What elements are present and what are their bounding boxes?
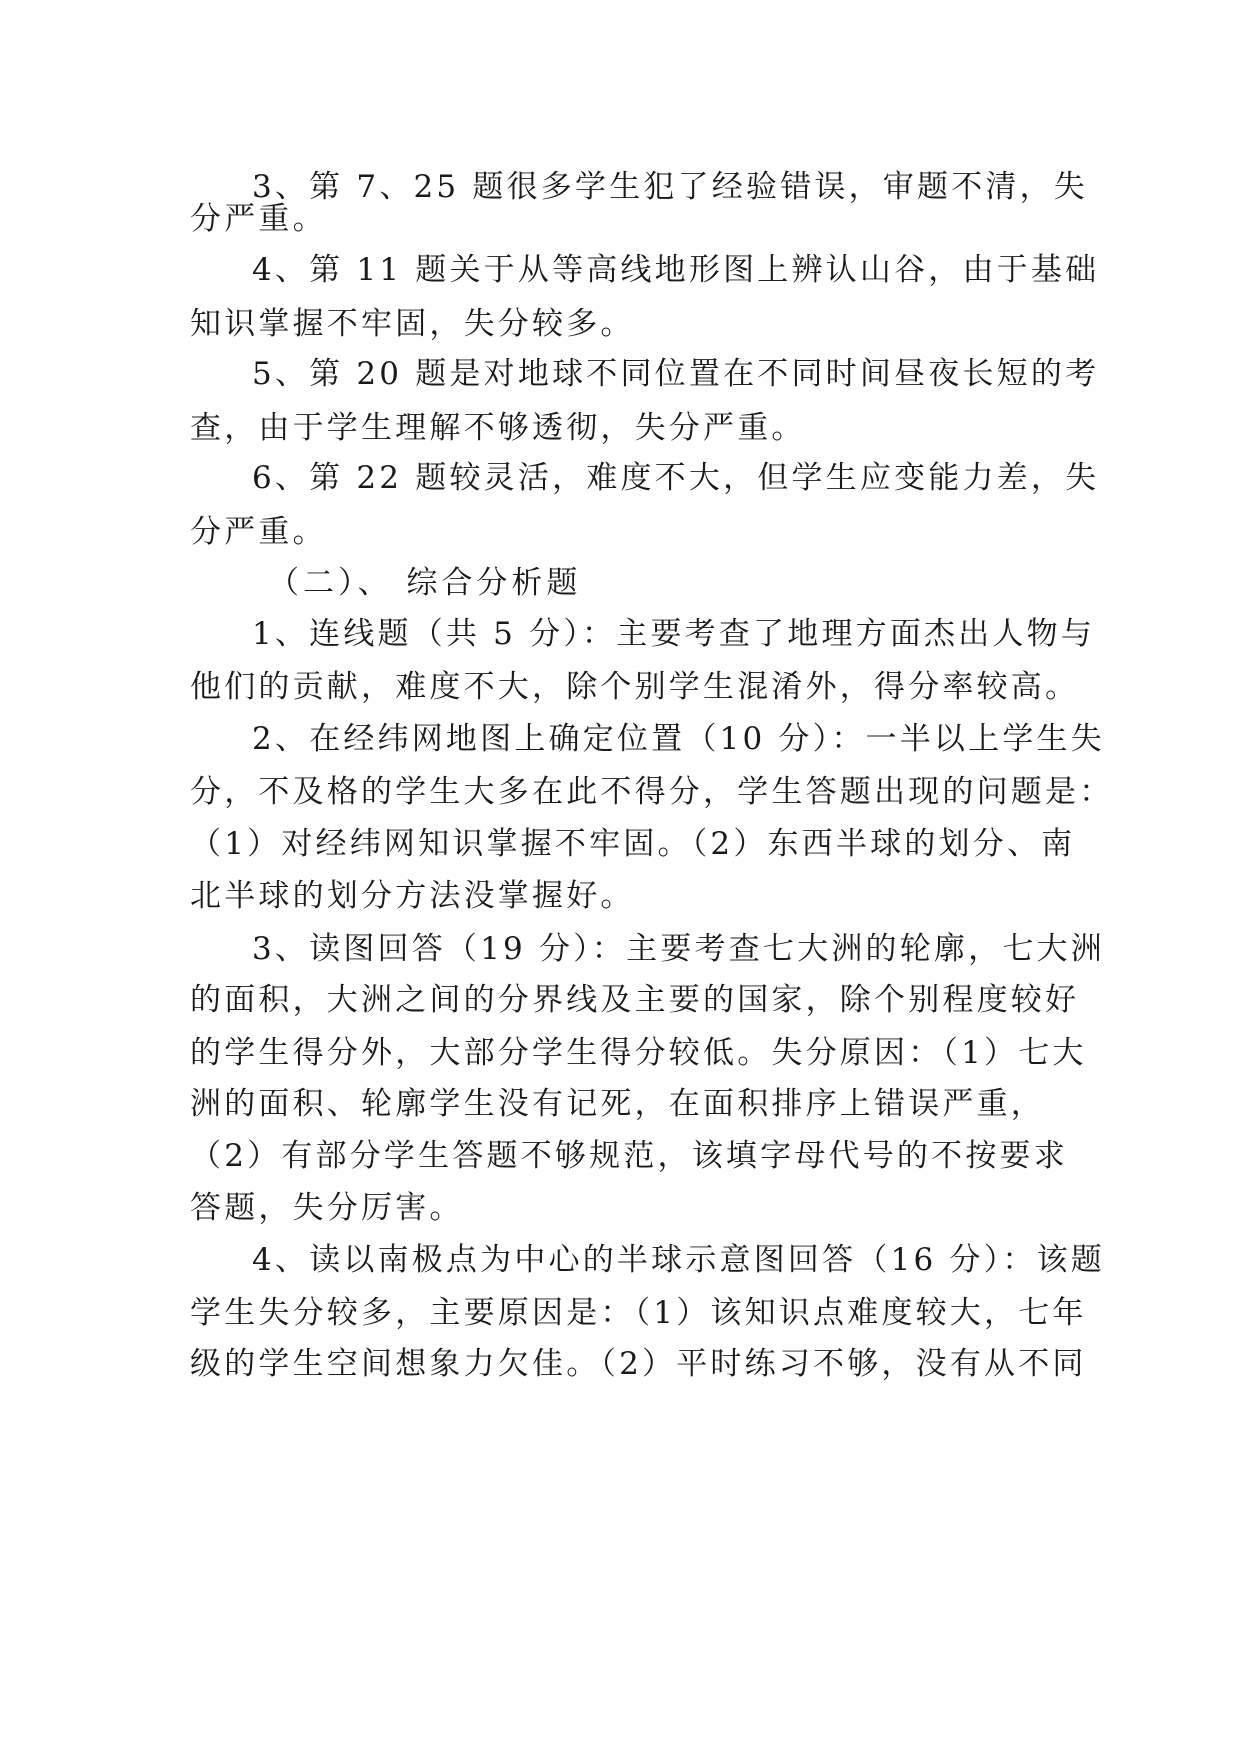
text-line: （2）有部分学生答题不够规范，该填字母代号的不按要求	[190, 1138, 1068, 1174]
text-line: 他们的贡献，难度不大，除个别学生混淆外，得分率较高。	[190, 669, 1080, 705]
text-line: 分严重。	[190, 514, 327, 550]
text-line: 学生失分较多，主要原因是：（1）该知识点难度较大，七年	[190, 1295, 1087, 1331]
text-line: 的学生得分外，大部分学生得分较低。失分原因：（1）七大	[190, 1035, 1087, 1071]
text-line: （1）对经纬网知识掌握不牢固。（2）东西半球的划分、南	[190, 826, 1076, 862]
text-line: 5、第 20 题是对地球不同位置在不同时间昼夜长短的考	[252, 356, 1100, 392]
text-line: 4、第 11 题关于从等高线地形图上辨认山谷，由于基础	[252, 252, 1100, 288]
text-line: 3、第 7、25 题很多学生犯了经验错误，审题不清，失	[252, 169, 1088, 205]
text-line: 4、读以南极点为中心的半球示意图回答（16 分）：该题	[252, 1242, 1105, 1278]
text-line: 2、在经纬网地图上确定位置（10 分）：一半以上学生失	[252, 721, 1105, 757]
text-line: 3、读图回答（19 分）：主要考查七大洲的轮廓，七大洲	[252, 931, 1105, 967]
text-line: 的面积，大洲之间的分界线及主要的国家，除个别程度较好	[190, 982, 1080, 1018]
text-line: 1、连线题（共 5 分）：主要考查了地理方面杰出人物与	[252, 616, 1096, 652]
text-line: 级的学生空间想象力欠佳。（2）平时练习不够，没有从不同	[190, 1346, 1087, 1382]
text-line: 分严重。	[190, 201, 327, 237]
text-line: 分，不及格的学生大多在此不得分，学生答题出现的问题是：	[190, 774, 1114, 810]
text-line: 北半球的划分方法没掌握好。	[190, 878, 635, 914]
text-line: 查，由于学生理解不够透彻，失分严重。	[190, 410, 806, 446]
text-line: 6、第 22 题较灵活，难度不大，但学生应变能力差，失	[252, 460, 1100, 496]
text-line: 洲的面积、轮廓学生没有记死，在面积排序上错误严重，	[190, 1086, 1045, 1122]
text-line: 答题，失分厉害。	[190, 1190, 464, 1226]
text-line: 知识掌握不牢固，失分较多。	[190, 306, 635, 342]
section-heading: （二）、 综合分析题	[268, 565, 582, 601]
